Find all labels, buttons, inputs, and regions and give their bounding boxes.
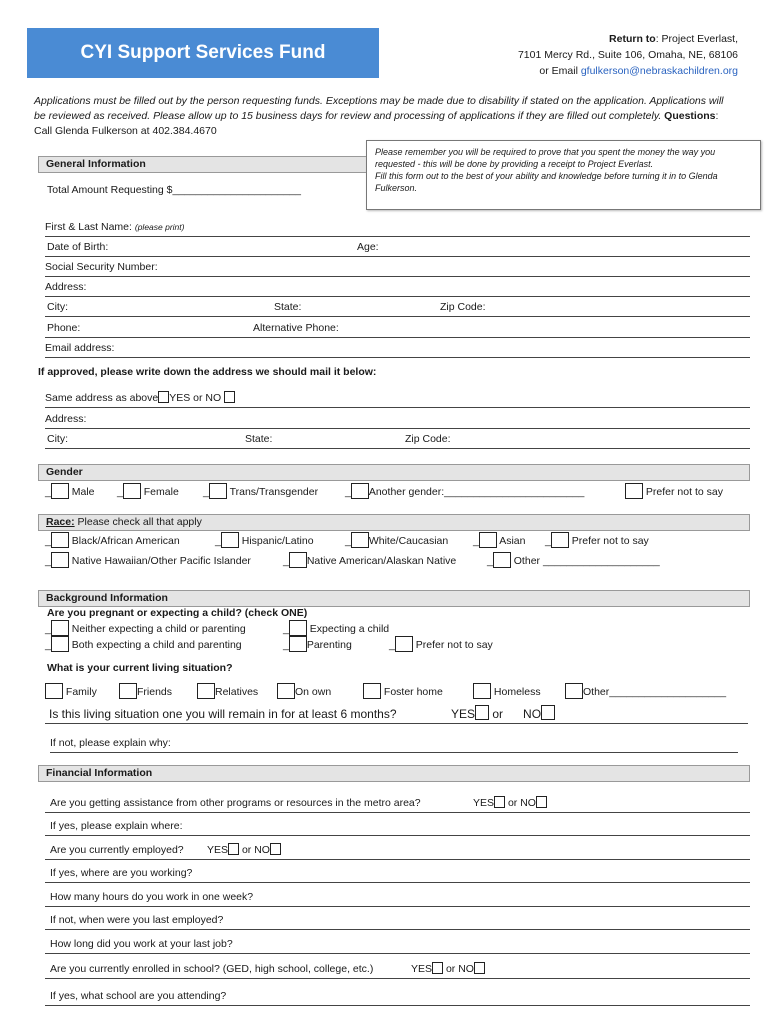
checkbox-icon[interactable] — [45, 683, 63, 699]
pregnant-option-label: Both expecting a child and parenting — [71, 639, 242, 651]
checkbox-icon[interactable] — [551, 532, 569, 548]
race-option-label: Hispanic/Latino — [241, 535, 314, 547]
yes-or-no-label: YES or NO — [169, 392, 222, 404]
living-option-label: Homeless — [493, 686, 541, 698]
pregnant-option-label: Parenting — [306, 639, 352, 651]
yes-label: YES — [207, 844, 229, 856]
gender-trans-option[interactable]: _ Trans/Transgender — [203, 482, 318, 502]
gender-prefer-not-option[interactable] — [625, 482, 723, 502]
yes-label: YES — [473, 797, 495, 809]
address-field[interactable] — [45, 277, 750, 297]
checkbox-icon[interactable] — [51, 483, 69, 499]
pregnant-option-label: Expecting a child — [309, 623, 390, 635]
same-address-label: Same address as above — [45, 392, 159, 404]
living-own-option[interactable] — [277, 682, 331, 702]
assistance-explain-label: If yes, please explain where: — [50, 820, 183, 832]
total-amount-field[interactable]: Total Amount Requesting $______________________ — [47, 184, 301, 196]
reminder-line-1: Please remember you will be required to prove that you spent the money the way you requested - this will be done by providing a receipt to Project Everlast. — [375, 147, 716, 169]
race-option-label: Black/African American — [71, 535, 180, 547]
six-months-answer — [451, 704, 555, 724]
living-friends-option[interactable] — [119, 682, 172, 702]
return-address: 7101 Mercy Rd., Suite 106, Omaha, NE, 68106 — [517, 49, 738, 61]
how-long-field[interactable] — [45, 934, 750, 954]
living-option-label: Foster home — [383, 686, 443, 698]
checkbox-icon[interactable] — [395, 636, 413, 652]
race-options-row-1 — [45, 531, 750, 551]
living-question: What is your current living situation? — [47, 662, 233, 674]
email-field[interactable] — [45, 338, 750, 358]
employed-answer — [207, 840, 281, 860]
checkbox-icon[interactable] — [209, 483, 227, 499]
race-option-label: Other ____________________ — [513, 555, 660, 567]
mail-state-label: State: — [245, 433, 273, 445]
pregnant-question: Are you pregnant or expecting a child? (check ONE) — [47, 607, 308, 619]
background-header: Background Information — [38, 590, 750, 607]
living-other-option[interactable] — [565, 682, 726, 702]
where-working-field[interactable] — [45, 863, 750, 883]
gender-another-option[interactable]: _ Another gender:________________________ — [345, 482, 584, 502]
living-homeless-option[interactable] — [473, 682, 541, 702]
living-option-label: Friends — [137, 686, 173, 698]
checkbox-icon[interactable] — [625, 483, 643, 499]
or-no-label: or NO — [507, 797, 536, 809]
race-option-label: Native Hawaiian/Other Pacific Islander — [71, 555, 251, 567]
pregnant-neither-option[interactable]: _ Neither expecting a child or parenting — [45, 620, 246, 638]
email-label: Email address: — [45, 342, 115, 354]
living-option-label: On own — [295, 686, 332, 698]
form-title: CYI Support Services Fund — [27, 28, 379, 78]
no-checkbox[interactable] — [541, 705, 555, 720]
yes-checkbox[interactable] — [494, 796, 505, 808]
checkbox-icon[interactable] — [289, 620, 307, 636]
checkbox-icon[interactable] — [289, 552, 307, 568]
pregnant-prefer-not-option[interactable]: _ Prefer not to say — [389, 636, 493, 654]
age-label: Age: — [357, 241, 379, 253]
no-checkbox[interactable] — [474, 962, 485, 974]
race-prefer-not-option[interactable]: _ Prefer not to say — [545, 531, 649, 551]
gender-male-option[interactable]: _ Male — [45, 482, 95, 502]
dob-age-field[interactable] — [45, 237, 750, 257]
checkbox-icon[interactable] — [277, 683, 295, 699]
return-org: : Project Everlast, — [655, 33, 738, 45]
checkbox-icon[interactable] — [51, 532, 69, 548]
school-which-label: If yes, what school are you attending? — [50, 990, 227, 1002]
living-relatives-option[interactable] — [197, 682, 258, 702]
city-label: City: — [47, 301, 68, 313]
assistance-question: Are you getting assistance from other programs or resources in the metro area? — [50, 797, 421, 809]
hours-field[interactable] — [45, 887, 750, 907]
how-long-label: How long did you work at your last job? — [50, 938, 233, 950]
checkbox-icon[interactable] — [51, 636, 69, 652]
checkbox-icon[interactable] — [197, 683, 215, 699]
race-other-option[interactable]: _ Other ____________________ — [487, 551, 660, 571]
reminder-line-2: Fill this form out to the best of your ability and knowledge before turning it in to Glenda Fulkerson. — [375, 171, 718, 193]
assistance-answer — [473, 793, 547, 813]
last-employed-label: If not, when were you last employed? — [50, 914, 224, 926]
gender-options — [45, 482, 750, 502]
no-label: NO — [523, 707, 542, 721]
race-asian-option[interactable]: _ Asian — [473, 531, 525, 551]
return-email-prefix: or Email — [539, 65, 581, 77]
gender-option-label: Another gender:________________________ — [368, 486, 585, 498]
six-months-row — [45, 704, 748, 724]
yes-checkbox[interactable] — [228, 843, 239, 855]
mail-zip-label: Zip Code: — [405, 433, 451, 445]
school-answer — [411, 959, 485, 979]
name-note: (please print) — [134, 222, 185, 232]
pregnant-parenting-option[interactable]: _ Parenting — [283, 636, 352, 654]
race-header — [38, 514, 750, 531]
intro-paragraph — [34, 94, 734, 139]
race-option-label: White/Caucasian — [368, 535, 449, 547]
pregnant-option-label: Prefer not to say — [415, 639, 493, 651]
gender-header: Gender — [38, 464, 750, 481]
pregnant-options-row-2 — [45, 636, 750, 654]
race-hispanic-option[interactable]: _ Hispanic/Latino — [215, 531, 314, 551]
assistance-row — [45, 793, 750, 813]
financial-header: Financial Information — [38, 765, 750, 782]
mailing-heading: If approved, please write down the address we should mail it below: — [38, 366, 377, 378]
living-foster-option[interactable] — [363, 682, 443, 702]
gender-option-label: Prefer not to say — [645, 486, 723, 498]
no-checkbox[interactable] — [270, 843, 281, 855]
living-family-option[interactable] — [45, 682, 97, 702]
checkbox-icon[interactable] — [51, 552, 69, 568]
same-address-checkbox[interactable] — [158, 391, 169, 403]
mail-address-label: Address: — [45, 413, 87, 425]
race-option-label: Native American/Alaskan Native — [306, 555, 457, 567]
zip-label: Zip Code: — [440, 301, 486, 313]
explain-why-label: If not, please explain why: — [50, 737, 171, 749]
race-native-american-option[interactable]: _ Native American/Alaskan Native — [283, 551, 456, 571]
living-options — [45, 682, 750, 702]
or-label: or — [492, 707, 504, 721]
yes-label: YES — [451, 707, 476, 721]
reminder-box — [366, 140, 761, 210]
name-field[interactable] — [45, 217, 750, 237]
checkbox-icon[interactable] — [119, 683, 137, 699]
school-which-field[interactable] — [45, 986, 750, 1006]
living-option-label: Other____________________ — [583, 686, 727, 698]
dob-label: Date of Birth: — [47, 241, 109, 253]
general-info-header: General Information — [38, 156, 368, 173]
intro-text: Applications must be filled out by the person requesting funds. Exceptions may be made due to disability if stated on the application. Applications will be reviewed as received. Please allow up to 15 business days for review and processing of applications if they are filled out completely. — [34, 95, 724, 122]
checkbox-icon[interactable] — [473, 683, 491, 699]
living-option-label: Relatives — [215, 686, 259, 698]
checkbox-icon[interactable] — [565, 683, 583, 699]
city-state-zip-field[interactable] — [45, 297, 750, 317]
gender-female-option[interactable]: _ Female — [117, 482, 179, 502]
same-address-row — [45, 388, 750, 408]
race-options-row-2 — [45, 551, 750, 571]
or-no-label: or NO — [445, 963, 474, 975]
gender-option-label: Male — [71, 486, 95, 498]
race-hawaiian-option[interactable]: _ Native Hawaiian/Other Pacific Islander — [45, 551, 251, 571]
questions-label: Questions — [664, 110, 716, 122]
school-row — [45, 959, 750, 979]
mail-city-state-zip-field[interactable] — [45, 429, 750, 449]
yes-checkbox[interactable] — [475, 705, 489, 720]
no-checkbox[interactable] — [536, 796, 547, 808]
race-option-label: Asian — [499, 535, 526, 547]
checkbox-icon[interactable] — [351, 532, 369, 548]
employed-question: Are you currently employed? — [50, 844, 184, 856]
or-no-label: or NO — [241, 844, 270, 856]
last-employed-field[interactable] — [45, 910, 750, 930]
yes-label: YES — [411, 963, 433, 975]
name-label: First & Last Name: — [45, 221, 132, 233]
school-question: Are you currently enrolled in school? (GED, high school, college, etc.) — [50, 963, 374, 975]
return-info — [518, 31, 738, 79]
mail-address-field[interactable] — [45, 409, 750, 429]
alt-phone-label: Alternative Phone: — [253, 322, 339, 334]
living-option-label: Family — [65, 686, 97, 698]
race-title: Race: — [46, 516, 75, 528]
pregnant-option-label: Neither expecting a child or parenting — [71, 623, 246, 635]
phone-label: Phone: — [47, 322, 81, 334]
gender-option-label: Female — [143, 486, 179, 498]
assistance-explain-field[interactable] — [45, 816, 750, 836]
race-note: Please check all that apply — [74, 516, 202, 528]
same-address-no-checkbox[interactable] — [224, 391, 235, 403]
checkbox-icon[interactable] — [123, 483, 141, 499]
checkbox-icon[interactable] — [221, 532, 239, 548]
return-email-link[interactable]: gfulkerson@nebraskachildren.org — [580, 65, 738, 77]
race-white-option[interactable]: _ White/Caucasian — [345, 531, 448, 551]
checkbox-icon[interactable] — [51, 620, 69, 636]
return-label: Return to — [609, 33, 656, 45]
ssn-label: Social Security Number: — [45, 261, 158, 273]
phone-field[interactable] — [45, 318, 750, 338]
ssn-field[interactable] — [45, 257, 750, 277]
yes-checkbox[interactable] — [432, 962, 443, 974]
employed-row — [45, 840, 750, 860]
pregnant-both-option[interactable]: _ Both expecting a child and parenting — [45, 636, 242, 654]
gender-option-label: Trans/Transgender — [229, 486, 319, 498]
race-option-label: Prefer not to say — [571, 535, 649, 547]
address-label: Address: — [45, 281, 87, 293]
mail-city-label: City: — [47, 433, 68, 445]
checkbox-icon[interactable] — [479, 532, 497, 548]
pregnant-expecting-option[interactable]: _ Expecting a child — [283, 620, 389, 638]
where-working-label: If yes, where are you working? — [50, 867, 193, 879]
hours-label: How many hours do you work in one week? — [50, 891, 254, 903]
questions-text: : Call Glenda Fulkerson at 402.384.4670 — [34, 110, 719, 137]
race-black-option[interactable]: _ Black/African American — [45, 531, 180, 551]
explain-why-field[interactable] — [50, 733, 738, 753]
checkbox-icon[interactable] — [363, 683, 381, 699]
state-label: State: — [274, 301, 302, 313]
checkbox-icon[interactable] — [351, 483, 369, 499]
six-months-question: Is this living situation one you will remain in for at least 6 months? — [49, 707, 397, 721]
checkbox-icon[interactable] — [493, 552, 511, 568]
checkbox-icon[interactable] — [289, 636, 307, 652]
